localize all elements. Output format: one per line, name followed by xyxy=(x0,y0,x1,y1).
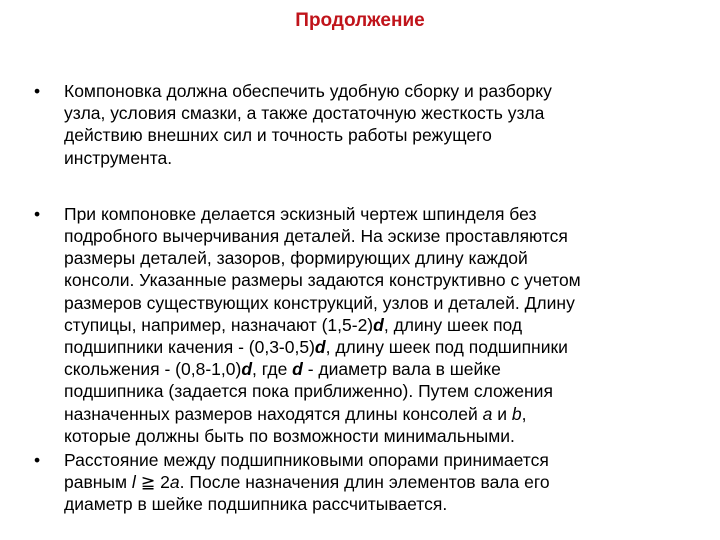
text-run: , длину шеек под подшипники xyxy=(325,337,568,358)
bullet-item xyxy=(34,80,674,169)
text-line: узла, условия смазки, а также достаточную жесткость узла xyxy=(64,103,545,124)
variable-d: d xyxy=(373,314,384,335)
text-run: , длину шеек под xyxy=(383,314,523,335)
text-run: назначенных размеров находятся длины консолей xyxy=(64,403,483,424)
variable-a: a xyxy=(169,472,180,493)
variable-a: a xyxy=(482,403,493,424)
text-line: Компоновка должна обеспечить удобную сборку и разборку xyxy=(64,81,552,101)
text-line: консоли. Указанные размеры задаются конструктивно с учетом xyxy=(64,270,581,291)
variable-l: l xyxy=(131,472,136,493)
text-run: и xyxy=(492,403,512,424)
bullet-list xyxy=(34,80,674,516)
text-line xyxy=(64,471,674,493)
variable-d: d xyxy=(292,359,303,380)
text-run: равным xyxy=(64,472,132,493)
slide-title: Продолжение xyxy=(295,10,425,31)
variable-d: d xyxy=(241,359,253,380)
text-line: инструмента. xyxy=(64,147,173,168)
text-run: . После назначения длин элементов вала его xyxy=(179,472,550,493)
text-line: размеров существующих конструкций, узлов и деталей. Длину xyxy=(64,292,575,313)
bullet-item xyxy=(34,203,674,447)
text-line: подробного вычерчивания деталей. На эскизе проставляются xyxy=(64,226,568,247)
variable-d: d xyxy=(314,337,326,358)
text-run: ≧ 2 xyxy=(135,472,170,493)
text-line: При компоновке делается эскизный чертеж шпинделя без xyxy=(64,203,537,224)
bullet-icon: • xyxy=(34,450,41,471)
text-run: , где xyxy=(252,359,293,380)
text-line: подшипника (задается пока приближенно). Путем сложения xyxy=(64,381,553,402)
text-line: диаметр в шейке подшипника рассчитывается. xyxy=(64,494,448,515)
text-line: которые должны быть по возможности минимальными. xyxy=(64,425,515,446)
text-run: ступицы, например, назначают (1,5-2) xyxy=(64,314,374,335)
text-run: - диаметр вала в шейке xyxy=(302,359,501,380)
text-run: , xyxy=(521,403,527,424)
text-line: Расстояние между подшипниковыми опорами принимается xyxy=(64,450,549,471)
variable-b: b xyxy=(511,403,522,424)
bullet-item xyxy=(34,449,674,516)
bullet-icon: • xyxy=(34,203,41,224)
text-run: подшипники качения - (0,3-0,5) xyxy=(64,337,315,358)
bullet-icon: • xyxy=(34,81,41,101)
text-line xyxy=(64,403,674,425)
text-run: скольжения - (0,8-1,0) xyxy=(64,359,242,380)
text-line xyxy=(64,336,674,358)
text-line: размеры деталей, зазоров, формирующих длину каждой xyxy=(64,248,528,269)
text-line xyxy=(64,314,674,336)
text-line: действию внешних сил и точность работы режущего xyxy=(64,125,492,146)
text-line xyxy=(64,358,674,380)
